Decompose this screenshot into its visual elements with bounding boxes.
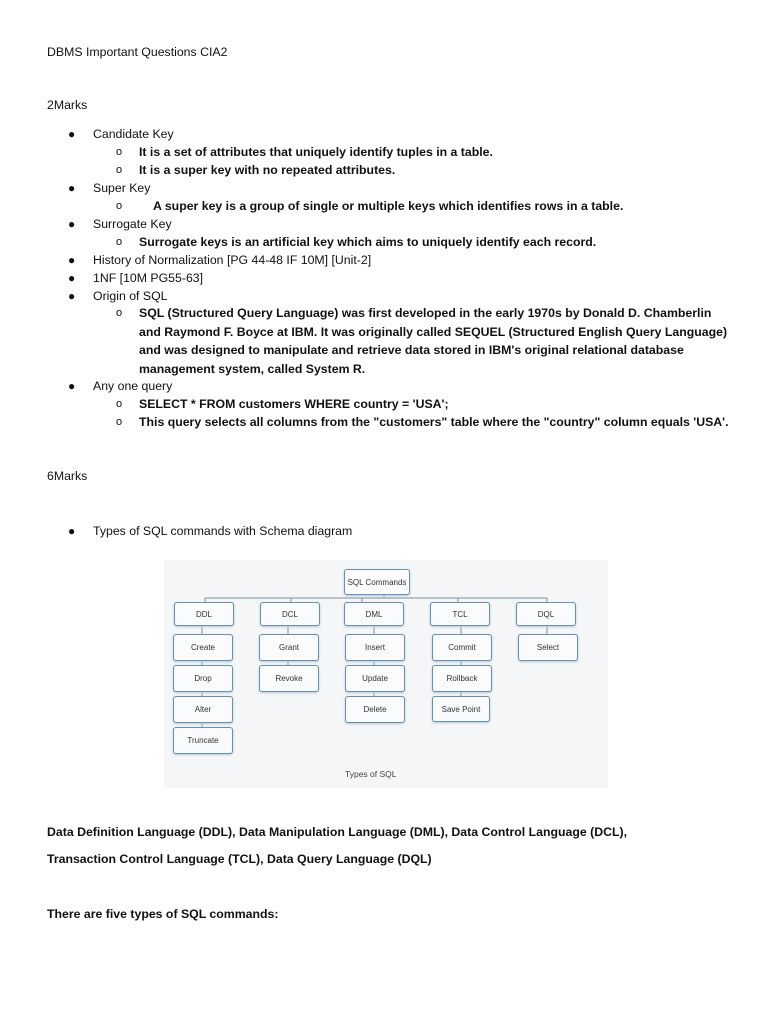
sub-bullet-icon: o: [116, 416, 123, 428]
sub-bullet-icon: o: [116, 307, 123, 319]
super-key-definition: A super key is a group of single or multiple keys which identifies rows in a table.: [153, 199, 624, 213]
section-heading-6marks: 6Marks: [47, 469, 88, 483]
topic-candidate-key: Candidate Key: [93, 127, 174, 141]
languages-line-2: Transaction Control Language (TCL), Data Query Language (DQL): [47, 852, 432, 866]
sql-types-diagram: [164, 560, 608, 788]
five-types-heading: There are five types of SQL commands:: [47, 907, 279, 921]
bullet-icon: ●: [68, 217, 76, 231]
update-node: Update: [345, 665, 405, 692]
document-title: DBMS Important Questions CIA2: [47, 45, 228, 59]
topic-any-one-query: Any one query: [93, 379, 173, 393]
bullet-icon: ●: [68, 289, 76, 303]
topic-super-key: Super Key: [93, 181, 151, 195]
origin-sql-paragraph: SQL (Structured Query Language) was first developed in the early 1970s by Donald D. Chamberlin and Raymond F. Boyce at IBM. It was originally called SEQUEL (Structured English Query Language) and was designed to manipulate and retrieve data stored in IBM's original relational database management system, called System R.: [139, 306, 728, 376]
drop-node: Drop: [173, 665, 233, 692]
save-point-node: Save Point: [432, 696, 490, 722]
commit-node: Commit: [432, 634, 492, 661]
delete-node: Delete: [345, 696, 405, 723]
select-node: Select: [518, 634, 578, 661]
query-explanation: This query selects all columns from the "customers" table where the "country" column equals 'USA'.: [139, 415, 729, 429]
topic-1nf: 1NF [10M PG55-63]: [93, 271, 204, 285]
languages-line-1: Data Definition Language (DDL), Data Manipulation Language (DML), Data Control Language (DCL),: [47, 825, 627, 839]
bullet-icon: ●: [68, 379, 76, 393]
bullet-icon: ●: [68, 253, 76, 267]
sql-commands-node: SQL Commands: [344, 569, 410, 595]
topic-history-normalization: History of Normalization [PG 44-48 IF 10M] [Unit-2]: [93, 253, 372, 267]
section-heading-2marks: 2Marks: [47, 98, 88, 112]
revoke-node: Revoke: [259, 665, 319, 692]
candidate-key-definition-1: It is a set of attributes that uniquely identify tuples in a table.: [139, 145, 493, 159]
bullet-icon: ●: [68, 181, 76, 195]
dml-node: DML: [344, 602, 404, 626]
create-node: Create: [173, 634, 233, 661]
ddl-node: DDL: [174, 602, 234, 626]
tcl-node: TCL: [430, 602, 490, 626]
sub-bullet-icon: o: [116, 236, 123, 248]
topic-origin-sql: Origin of SQL: [93, 289, 168, 303]
topic-surrogate-key: Surrogate Key: [93, 217, 172, 231]
bullet-icon: ●: [68, 127, 76, 141]
surrogate-key-definition: Surrogate keys is an artificial key which aims to uniquely identify each record.: [139, 235, 597, 249]
sub-bullet-icon: o: [116, 146, 123, 158]
dcl-node: DCL: [260, 602, 320, 626]
sub-bullet-icon: o: [116, 164, 123, 176]
rollback-node: Rollback: [432, 665, 492, 692]
sub-bullet-icon: o: [116, 398, 123, 410]
insert-node: Insert: [345, 634, 405, 661]
bullet-icon: ●: [68, 271, 76, 285]
query-example: SELECT * FROM customers WHERE country = 'USA';: [139, 397, 449, 411]
bullet-icon: ●: [68, 524, 76, 538]
truncate-node: Truncate: [173, 727, 233, 754]
alter-node: Alter: [173, 696, 233, 723]
sub-bullet-icon: o: [116, 200, 123, 212]
diagram-caption: Types of SQL: [345, 769, 397, 779]
dql-node: DQL: [516, 602, 576, 626]
grant-node: Grant: [259, 634, 319, 661]
candidate-key-definition-2: It is a super key with no repeated attributes.: [139, 163, 396, 177]
topic-types-sql-commands: Types of SQL commands with Schema diagram: [93, 524, 353, 538]
